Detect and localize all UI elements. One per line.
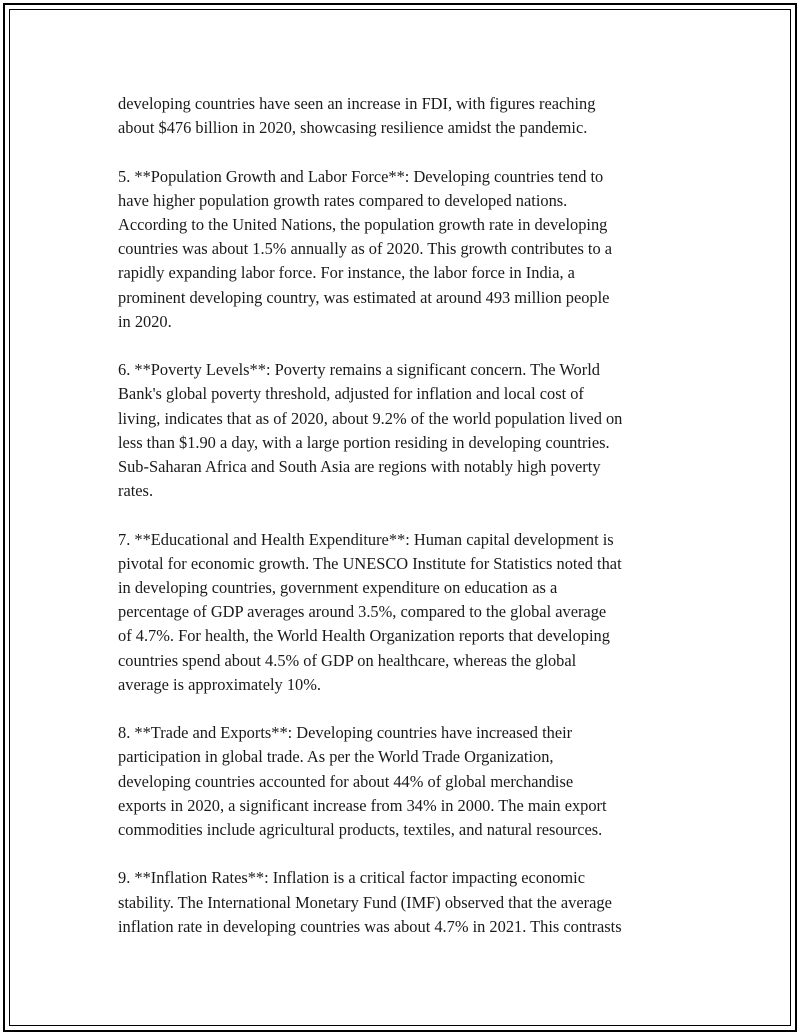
text-line: about $476 billion in 2020, showcasing resilience amidst the pandemic. — [118, 118, 588, 138]
text-line: exports in 2020, a significant increase from 34% in 2000. The main export — [118, 795, 607, 815]
text-line: Sub-Saharan Africa and South Asia are regions with notably high poverty — [118, 457, 601, 477]
text-line: percentage of GDP averages around 3.5%, compared to the global average — [118, 602, 607, 622]
text-line: rapidly expanding labor force. For instance, the labor force in India, a — [118, 263, 575, 283]
text-line: developing countries have seen an increase in FDI, with figures reaching — [118, 94, 596, 113]
text-line: 7. **Educational and Health Expenditure**: Human capital development is — [118, 529, 614, 549]
text-line: countries spend about 4.5% of GDP on healthcare, whereas the global — [118, 650, 577, 670]
text-line: living, indicates that as of 2020, about 9.2% of the world population lived on — [118, 408, 623, 428]
text-line: 5. **Population Growth and Labor Force**: Developing countries tend to — [118, 166, 604, 186]
paragraph — [118, 721, 688, 842]
text-line: 8. **Trade and Exports**: Developing countries have increased their — [118, 723, 573, 743]
text-line: commodities include agricultural products, textiles, and natural resources. — [118, 820, 603, 840]
paragraph — [118, 358, 688, 503]
text-line: of 4.7%. For health, the World Health Organization reports that developing — [118, 626, 610, 646]
text-line: rates. — [118, 481, 154, 501]
text-line: developing countries accounted for about 44% of global merchandise — [118, 771, 574, 791]
paragraph — [118, 92, 688, 140]
text-line: 6. **Poverty Levels**: Poverty remains a significant concern. The World — [118, 360, 600, 380]
text-line: stability. The International Monetary Fund (IMF) observed that the average — [118, 892, 612, 912]
text-line: participation in global trade. As per the World Trade Organization, — [118, 747, 554, 767]
paragraph — [118, 165, 688, 334]
text-line: 9. **Inflation Rates**: Inflation is a critical factor impacting economic — [118, 868, 585, 888]
text-line: countries was about 1.5% annually as of 2020. This growth contributes to a — [118, 239, 613, 259]
text-line: inflation rate in developing countries was about 4.7% in 2021. This contrasts — [118, 916, 622, 936]
text-line: pivotal for economic growth. The UNESCO Institute for Statistics noted that — [118, 553, 622, 573]
document-body — [118, 92, 688, 963]
text-line: According to the United Nations, the population growth rate in developing — [118, 215, 608, 234]
text-line: in 2020. — [118, 311, 172, 331]
text-line: in developing countries, government expenditure on education as a — [118, 578, 558, 598]
text-line: less than $1.90 a day, with a large portion residing in developing countries. — [118, 432, 610, 452]
paragraph — [118, 866, 688, 939]
paragraph — [118, 528, 688, 697]
text-line: have higher population growth rates compared to developed nations. — [118, 190, 568, 210]
text-line: average is approximately 10%. — [118, 674, 321, 694]
text-line: Bank's global poverty threshold, adjusted for inflation and local cost of — [118, 384, 584, 404]
text-line: prominent developing country, was estimated at around 493 million people — [118, 287, 610, 307]
